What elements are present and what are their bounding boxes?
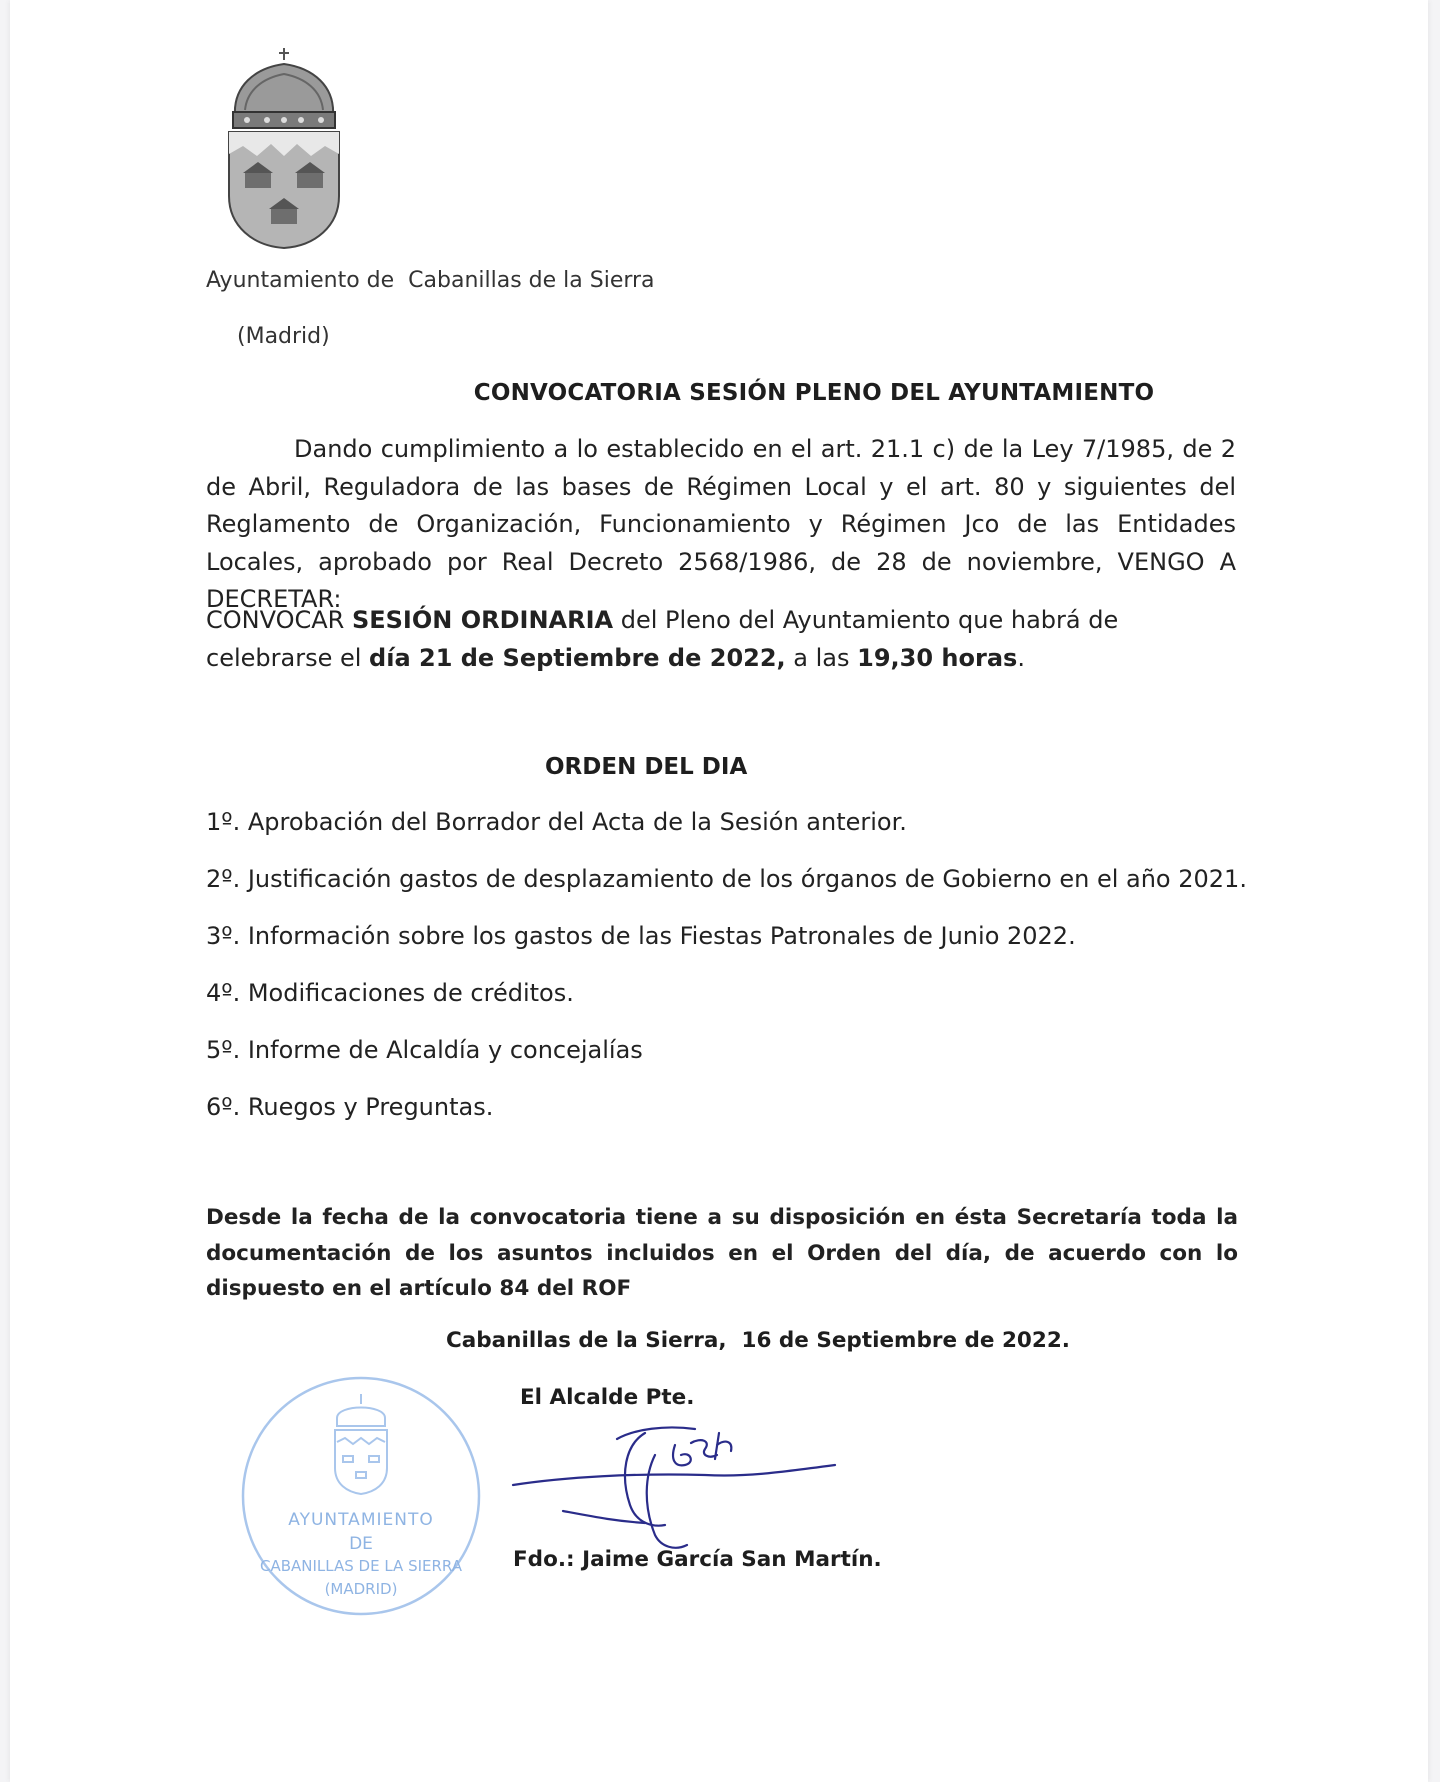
agenda-item: 4º. Modificaciones de créditos.	[206, 979, 574, 1007]
municipality-name: Ayuntamiento de Cabanillas de la Sierra	[206, 268, 655, 293]
convocation-paragraph	[206, 602, 1236, 677]
agenda-list	[206, 808, 1247, 1150]
session-type: SESIÓN ORDINARIA	[351, 606, 614, 634]
stamp-line: DE	[349, 1534, 373, 1554]
agenda-item: 3º. Información sobre los gastos de las Fiestas Patronales de Junio 2022.	[206, 922, 1076, 950]
notice-paragraph: Desde la fecha de la convocatoria tiene a su disposición en ésta Secretaría toda la documentación de los asuntos incluidos en el Orden del día, de acuerdo con lo dispuesto en el artículo 84 del ROF	[206, 1205, 1238, 1301]
document-title: CONVOCATORIA SESIÓN PLENO DEL AYUNTAMIENTO	[473, 380, 1155, 406]
stamp-line: CABANILLAS DE LA SIERRA	[260, 1557, 462, 1575]
signer-name: Fdo.: Jaime García San Martín.	[513, 1547, 882, 1572]
session-time: 19,30 horas	[857, 643, 1018, 672]
stamp-line: AYUNTAMIENTO	[288, 1510, 434, 1530]
agenda-item: 6º. Ruegos y Preguntas.	[206, 1093, 494, 1121]
agenda-item: 5º. Informe de Alcaldía y concejalías	[206, 1036, 643, 1064]
municipality-region: (Madrid)	[237, 324, 330, 349]
convocation-end: .	[1017, 643, 1025, 672]
session-date: día 21 de Septiembre de 2022,	[369, 643, 786, 672]
intro-paragraph: Dando cumplimiento a lo establecido en el art. 21.1 c) de la Ley 7/1985, de 2 de Abril, Reguladora de las bases de Régimen Local y el art. 80 y siguientes del Reglamento de Organización, Funcionamiento y Régimen Jco de las Entidades Locales, aprobado por Real Decreto 2568/1986, de 28 de noviembre, VENGO A DECRETAR:	[206, 435, 1236, 613]
convocation-at: a las	[785, 643, 858, 672]
signature-icon	[505, 1415, 845, 1565]
signer-role: El Alcalde Pte.	[520, 1385, 695, 1410]
agenda-item: 2º. Justificación gastos de desplazamiento de los órganos de Gobierno en el año 2021.	[206, 865, 1247, 893]
coat-of-arms-icon	[225, 46, 343, 250]
agenda-title: ORDEN DEL DIA	[545, 754, 748, 780]
convocation-lead: CONVOCAR	[206, 606, 352, 634]
convocation-middle: del Pleno del Ayuntamiento que habrá de celebrarse el	[206, 606, 1119, 672]
stamp-line: (MADRID)	[324, 1580, 398, 1598]
agenda-item: 1º. Aprobación del Borrador del Acta de la Sesión anterior.	[206, 808, 907, 836]
place-date: Cabanillas de la Sierra, 16 de Septiembre de 2022.	[446, 1328, 1070, 1353]
document-page	[10, 0, 1428, 1782]
